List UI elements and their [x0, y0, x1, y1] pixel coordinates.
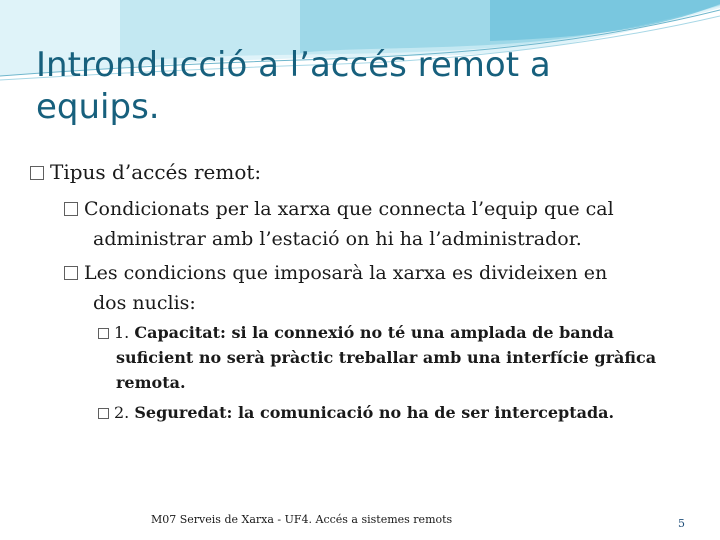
bullet-square-icon — [64, 266, 78, 280]
item-text-cont: suficient no serà pràctic treballar amb una interfície gràfica — [116, 348, 657, 367]
item-text: : la comunicació no ha de ser interceptada. — [226, 403, 615, 422]
bullet-level2-line-cont: administrar amb l’estació on hi ha l’administrador. — [93, 228, 582, 250]
bullet-square-icon — [30, 166, 44, 180]
bullet-square-icon — [98, 408, 109, 419]
bullet-level1 — [30, 160, 261, 184]
bullet-square-icon — [64, 202, 78, 216]
numbered-item — [98, 320, 614, 345]
item-term: Capacitat — [134, 323, 220, 342]
title-line-1: Intronducció a l’accés remot a — [36, 45, 551, 85]
item-text-cont: remota. — [116, 373, 186, 392]
page-number: 5 — [678, 517, 685, 530]
item-number: 2. — [114, 403, 130, 422]
slide-footer: M07 Serveis de Xarxa - UF4. Accés a sistemes remots — [151, 513, 453, 526]
item-term: Seguredat — [134, 403, 227, 422]
bullet-level1-text: Tipus d’accés remot: — [50, 160, 262, 184]
title-line-2: equips. — [36, 87, 160, 127]
item-text: : si la connexió no té una amplada de banda — [219, 323, 614, 342]
bullet-level2-item — [64, 258, 607, 288]
item-number: 1. — [114, 323, 130, 342]
bullet-level2-line-cont: dos nuclis: — [93, 292, 196, 314]
bullet-level2-item — [64, 194, 614, 224]
bullet-square-icon — [98, 328, 109, 339]
bullet-level2-line: Condicionats per la xarxa que connecta l’equip que cal — [84, 198, 614, 220]
bullet-level2-line: Les condicions que imposarà la xarxa es divideixen en — [84, 262, 608, 284]
numbered-item — [98, 400, 614, 425]
